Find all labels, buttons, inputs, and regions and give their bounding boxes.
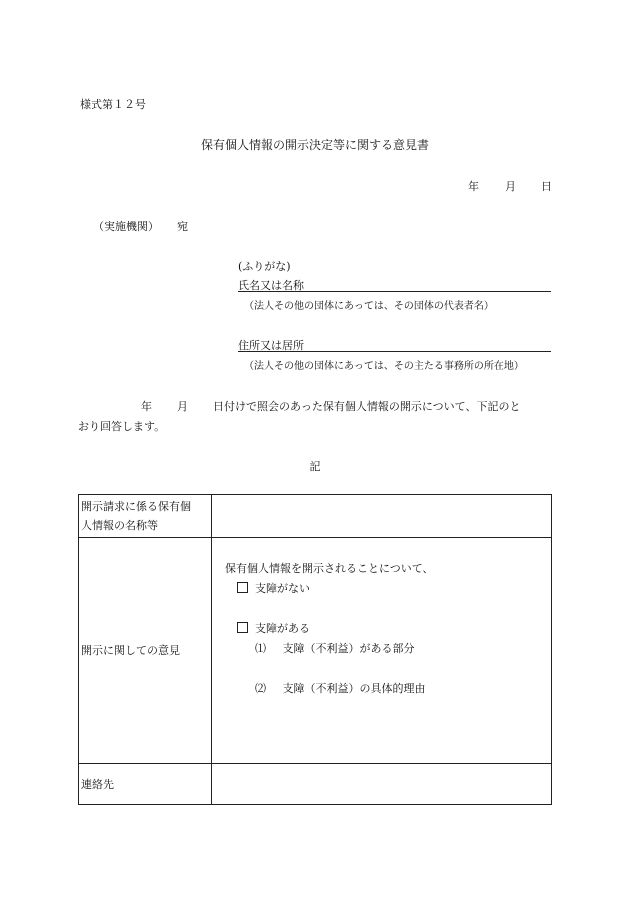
addressee-agency: （実施機関） xyxy=(93,220,159,233)
date-month: 月 xyxy=(505,180,516,193)
option-objection[interactable] xyxy=(237,622,310,636)
option-no-objection[interactable] xyxy=(237,582,310,596)
document-title: 保有個人情報の開示決定等に関する意見書 xyxy=(200,138,429,152)
info-name-label-line2: 人情報の名称等 xyxy=(81,519,158,532)
contact-label-cell xyxy=(79,764,212,805)
opinion-label: 開示に関しての意見 xyxy=(81,644,180,657)
sub-item-2 xyxy=(255,682,426,696)
contact-value-cell[interactable] xyxy=(212,764,552,805)
opinion-intro: 保有個人情報を開示されることについて、 xyxy=(225,562,434,575)
info-name-label-cell xyxy=(79,495,212,538)
address-label: 住所又は居所 xyxy=(238,339,304,352)
body-text-line1: 日付けで照会のあった保有個人情報の開示について、下記のと xyxy=(213,400,521,413)
addressee-honorific: 宛 xyxy=(177,220,188,233)
sub-item-2-text: 支障（不利益）の具体的理由 xyxy=(282,682,426,695)
body-month: 月 xyxy=(177,400,188,413)
form-number: 様式第１２号 xyxy=(80,98,146,111)
opinion-table xyxy=(78,494,552,805)
info-name-label-line1: 開示請求に係る保有個 xyxy=(81,500,191,513)
name-label: 氏名又は名称 xyxy=(238,279,304,292)
furigana-label: (ふりがな) xyxy=(238,260,291,273)
checkbox-no-objection[interactable] xyxy=(237,582,248,593)
ki-heading: 記 xyxy=(309,460,321,473)
name-field[interactable] xyxy=(238,277,551,292)
option-no-objection-label: 支障がない xyxy=(255,582,310,595)
date-year: 年 xyxy=(468,180,479,193)
opinion-label-cell xyxy=(79,538,212,764)
option-objection-label: 支障がある xyxy=(255,622,310,635)
address-field[interactable] xyxy=(238,337,551,352)
sub-item-1 xyxy=(255,642,415,656)
body-year: 年 xyxy=(141,400,152,413)
address-note: （法人その他の団体にあっては、その主たる事務所の所在地） xyxy=(244,361,524,372)
name-note: （法人その他の団体にあっては、その団体の代表者名） xyxy=(244,301,494,312)
info-name-value-cell[interactable] xyxy=(212,495,552,538)
opinion-value-cell[interactable] xyxy=(212,538,552,764)
sub-item-1-text: 支障（不利益）がある部分 xyxy=(282,642,415,655)
sub-item-1-number: ⑴ xyxy=(255,642,266,655)
sub-item-2-number: ⑵ xyxy=(255,682,266,695)
contact-label: 連絡先 xyxy=(81,777,114,791)
body-text-line2: おり回答します。 xyxy=(78,420,166,433)
checkbox-objection[interactable] xyxy=(237,622,248,633)
date-day: 日 xyxy=(541,180,552,193)
